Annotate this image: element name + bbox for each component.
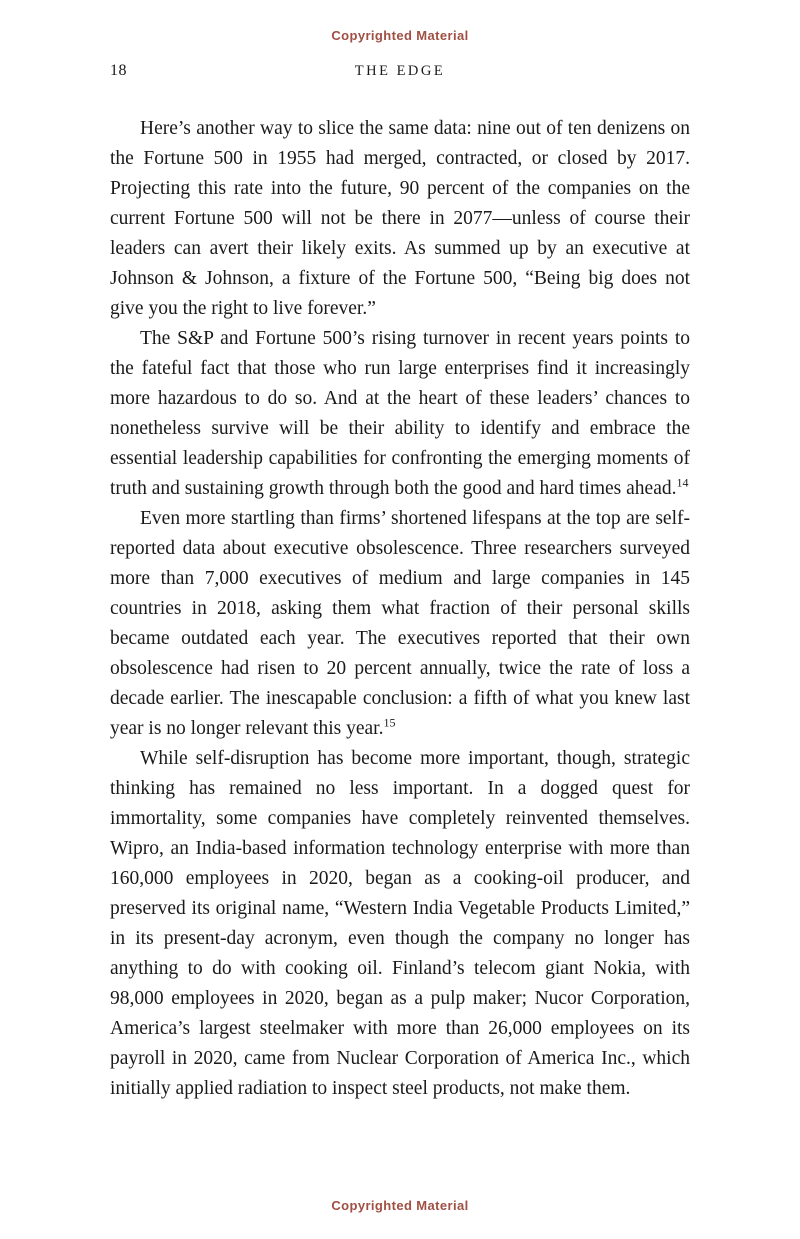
footnote-reference: 14 [676, 475, 689, 490]
body-paragraph [110, 504, 690, 744]
paragraph-text: The S&P and Fortune 500’s rising turnover in recent years points to the fateful fact that those who run large enterprises find it increasingly more hazardous to do so. And at the heart of these leaders’ chances to nonetheless survive will be their ability to identify and embrace the essential leadership capabilities for confronting the emerging moments of truth and sustaining growth through both the good and hard times ahead. [110, 328, 690, 499]
paragraph-text: While self-disruption has become more important, though, strategic thinking has remained no less important. In a dogged quest for immortality, some companies have completely reinvented themselves. Wipro, an India-based information technology enterprise with more than 160,000 employees in 2020, began as a cooking-oil producer, and preserved its original name, “Western India Vegetable Products Limited,” in its present-day acronym, even though the company no longer has anything to do with cooking oil. Finland’s telecom giant Nokia, with 98,000 employees in 2020, began as a pulp maker; Nucor Corporation, America’s largest steelmaker with more than 26,000 employees on its payroll in 2020, came from Nuclear Corporation of America Inc., which initially applied radiation to inspect steel products, not make them. [110, 748, 690, 1099]
running-title: THE EDGE [354, 63, 446, 79]
body-paragraph [110, 744, 690, 1104]
page-number: 18 [110, 62, 127, 79]
body-paragraph [110, 324, 690, 504]
body-paragraph [110, 114, 690, 324]
copyright-notice-bottom: Copyrighted Material [331, 1198, 469, 1213]
copyright-notice-top: Copyrighted Material [331, 28, 469, 43]
footnote-reference: 15 [383, 715, 396, 730]
page-header [110, 62, 690, 84]
paragraph-text: Even more startling than firms’ shortened lifespans at the top are self-reported data about executive obsolescence. Three researchers surveyed more than 7,000 executives of medium and large companies in 145 countries in 2018, asking them what fraction of their personal skills became outdated each year. The executives reported that their own obsolescence had risen to 20 percent annually, twice the rate of loss a decade earlier. The inescapable conclusion: a fifth of what you knew last year is no longer relevant this year. [110, 508, 690, 739]
body-text [110, 114, 690, 1104]
paragraph-text: Here’s another way to slice the same data: nine out of ten denizens on the Fortune 500 in 1955 had merged, contracted, or closed by 2017. Projecting this rate into the future, 90 percent of the companies on the current Fortune 500 will not be there in 2077—unless of course their leaders can avert their likely exits. As summed up by an executive at Johnson & Johnson, a fixture of the Fortune 500, “Being big does not give you the right to live forever.” [110, 118, 690, 319]
